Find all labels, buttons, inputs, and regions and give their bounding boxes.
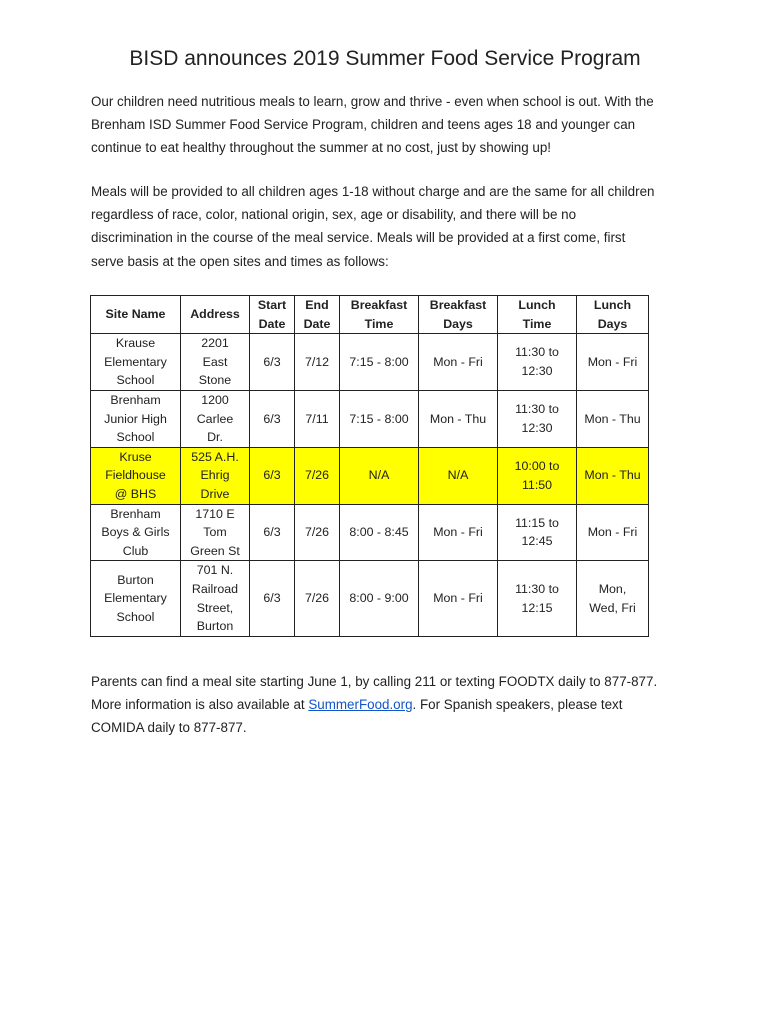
- cell-text: Kruse: [119, 449, 152, 464]
- cell-text: 6/3: [263, 354, 281, 369]
- column-header-text: Address: [190, 307, 240, 322]
- cell-text: Junior High: [104, 411, 167, 426]
- cell-text: Elementary: [104, 354, 167, 369]
- cell-text: 12:15: [521, 600, 553, 615]
- column-header: [340, 296, 419, 334]
- column-header-text: Breakfast: [350, 298, 408, 312]
- cell-text: Mon - Fri: [587, 354, 638, 369]
- cell-text: Burton: [196, 619, 234, 634]
- table-cell: [181, 447, 250, 504]
- cell-text: 7:15 - 8:00: [349, 354, 409, 369]
- cell-text: 11:30 to: [515, 345, 559, 360]
- cell-text: 1200: [201, 392, 229, 407]
- table-cell: [91, 390, 181, 447]
- contact-line: COMIDA daily to 877-877.: [91, 720, 247, 736]
- table-row: [91, 447, 649, 504]
- cell-text: Club: [122, 543, 149, 558]
- cell-text: 11:15 to: [515, 515, 559, 530]
- column-header: [181, 296, 250, 334]
- policy-line: regardless of race, color, national origin, sex, age or disability, and there will be no: [91, 207, 577, 223]
- cell-text: Drive: [200, 486, 230, 501]
- intro-line: Our children need nutritious meals to learn, grow and thrive - even when school is out. With the: [91, 94, 654, 109]
- cell-text: 6/3: [263, 591, 281, 606]
- table-header-row: [91, 296, 649, 334]
- table-body: [91, 334, 649, 637]
- cell-text: @ BHS: [114, 486, 157, 501]
- policy-line: discrimination in the course of the meal service. Meals will be provided at a first come, first: [91, 230, 626, 246]
- cell-text: 701 N.: [196, 563, 234, 578]
- cell-text: N/A: [447, 468, 469, 483]
- cell-text: Mon - Fri: [433, 591, 483, 606]
- column-header-text: Days: [597, 316, 628, 331]
- cell-text: Tom: [203, 525, 227, 540]
- cell-text: Dr.: [207, 430, 223, 445]
- cell-text: 525 A.H.: [191, 449, 239, 464]
- table-cell: [498, 334, 577, 391]
- table-cell: [577, 504, 649, 561]
- cell-text: Ehrig: [200, 468, 230, 483]
- column-header-text: Lunch: [593, 298, 632, 312]
- table-cell: [419, 504, 498, 561]
- cell-text: Elementary: [104, 591, 167, 606]
- cell-text: Green St: [190, 543, 240, 558]
- table-cell: [419, 390, 498, 447]
- cell-text: 11:50: [521, 477, 553, 492]
- cell-text: Carlee: [196, 411, 234, 426]
- cell-text: 11:30 to: [515, 402, 559, 417]
- table-cell: [250, 390, 295, 447]
- cell-text: 6/3: [263, 525, 281, 540]
- table-cell: [340, 390, 419, 447]
- table-cell: [577, 334, 649, 391]
- column-header-text: Date: [258, 316, 286, 331]
- table-cell: [250, 561, 295, 636]
- cell-text: 6/3: [263, 411, 281, 426]
- cell-text: 7/11: [305, 411, 329, 426]
- table-cell: [295, 561, 340, 636]
- summerfood-link[interactable]: SummerFood.org: [308, 697, 413, 713]
- column-header: [577, 296, 649, 334]
- table-cell: [250, 334, 295, 391]
- cell-text: Mon - Fri: [433, 354, 483, 369]
- table-cell: [295, 504, 340, 561]
- table-cell: [498, 504, 577, 561]
- cell-text: Brenham: [110, 506, 161, 521]
- cell-text: Burton: [117, 572, 154, 587]
- table-cell: [295, 390, 340, 447]
- cell-text: 12:45: [521, 534, 553, 549]
- page-title: BISD announces 2019 Summer Food Service Program: [129, 47, 641, 70]
- policy-line: serve basis at the open sites and times as follows:: [91, 253, 389, 269]
- table-cell: [577, 447, 649, 504]
- table-cell: [419, 334, 498, 391]
- table-cell: [181, 504, 250, 561]
- cell-text: Mon - Thu: [429, 411, 487, 426]
- intro-line: Brenham ISD Summer Food Service Program, children and teens ages 18 and younger can: [91, 117, 636, 133]
- cell-text: Mon - Thu: [584, 411, 641, 426]
- cell-text: Mon - Fri: [587, 525, 638, 540]
- column-header-text: Time: [364, 316, 394, 331]
- table-row: [91, 334, 649, 391]
- table-cell: [498, 447, 577, 504]
- cell-text: Street,: [196, 600, 234, 615]
- table-cell: [295, 334, 340, 391]
- cell-text: 6/3: [263, 468, 281, 483]
- cell-text: N/A: [368, 468, 390, 483]
- column-header-text: End: [305, 298, 329, 312]
- cell-text: 7/26: [304, 468, 330, 483]
- column-header-text: Site Name: [105, 307, 166, 322]
- table-cell: [340, 504, 419, 561]
- cell-text: 8:00 - 9:00: [349, 591, 409, 606]
- cell-text: 10:00 to: [514, 459, 560, 474]
- table-row: [91, 390, 649, 447]
- column-header: [91, 296, 181, 334]
- table-row: [91, 561, 649, 636]
- cell-text: 1710 E: [195, 506, 235, 521]
- cell-text: Mon - Thu: [584, 468, 641, 483]
- cell-text: 7/26: [304, 525, 330, 540]
- cell-text: Brenham: [110, 392, 161, 407]
- policy-paragraph: [91, 180, 691, 273]
- table-cell: [340, 561, 419, 636]
- cell-text: 8:00 - 8:45: [349, 525, 409, 540]
- cell-text: Fieldhouse: [105, 468, 166, 483]
- table-cell: [295, 447, 340, 504]
- column-header: [295, 296, 340, 334]
- cell-text: East: [202, 354, 228, 369]
- table-row: [91, 504, 649, 561]
- cell-text: Railroad: [191, 581, 239, 596]
- cell-text: Boys & Girls: [101, 525, 170, 540]
- table-cell: [250, 504, 295, 561]
- column-header-text: Breakfast: [429, 298, 487, 312]
- table-cell: [91, 334, 181, 391]
- column-header: [419, 296, 498, 334]
- column-header-text: Lunch: [518, 298, 556, 312]
- cell-text: 12:30: [521, 420, 553, 435]
- column-header: [250, 296, 295, 334]
- table-cell: [419, 447, 498, 504]
- column-header-text: Start: [257, 298, 287, 312]
- contact-text: More information is also available at: [91, 697, 309, 713]
- table-cell: [419, 561, 498, 636]
- table-cell: [91, 504, 181, 561]
- cell-text: 2201: [201, 336, 229, 351]
- table-cell: [250, 447, 295, 504]
- cell-text: School: [116, 609, 155, 624]
- column-header-text: Date: [303, 316, 331, 331]
- cell-text: School: [116, 373, 155, 388]
- column-header-text: Days: [443, 316, 473, 331]
- cell-text: 12:30: [521, 364, 553, 379]
- table-cell: [181, 334, 250, 391]
- column-header: [498, 296, 577, 334]
- table-cell: [340, 334, 419, 391]
- table-cell: [340, 447, 419, 504]
- policy-line: Meals will be provided to all children ages 1-18 without charge and are the same for all children: [91, 184, 655, 199]
- cell-text: Stone: [198, 373, 232, 388]
- intro-paragraph: [91, 90, 691, 160]
- table-cell: [91, 561, 181, 636]
- column-header-text: Time: [522, 316, 552, 331]
- cell-text: 7/26: [304, 591, 330, 606]
- table-cell: [498, 561, 577, 636]
- cell-text: Wed, Fri: [589, 600, 636, 615]
- table-cell: [181, 561, 250, 636]
- cell-text: School: [116, 430, 155, 445]
- contact-line: Parents can find a meal site starting June 1, by calling 211 or texting FOODTX daily to 877-877.: [91, 674, 658, 689]
- table-cell: [577, 390, 649, 447]
- cell-text: Mon,: [598, 581, 627, 596]
- cell-text: 7:15 - 8:00: [349, 411, 409, 426]
- cell-text: Krause: [115, 336, 156, 351]
- contact-paragraph: [91, 670, 691, 740]
- cell-text: 11:30 to: [515, 581, 559, 596]
- cell-text: Mon - Fri: [433, 525, 483, 540]
- table-cell: [577, 561, 649, 636]
- meal-sites-table: [90, 295, 649, 637]
- table-cell: [91, 447, 181, 504]
- table-cell: [181, 390, 250, 447]
- table-cell: [498, 390, 577, 447]
- intro-line: continue to eat healthy throughout the summer at no cost, just by showing up!: [91, 140, 552, 156]
- cell-text: 7/12: [304, 354, 330, 369]
- contact-text: . For Spanish speakers, please text: [412, 697, 623, 713]
